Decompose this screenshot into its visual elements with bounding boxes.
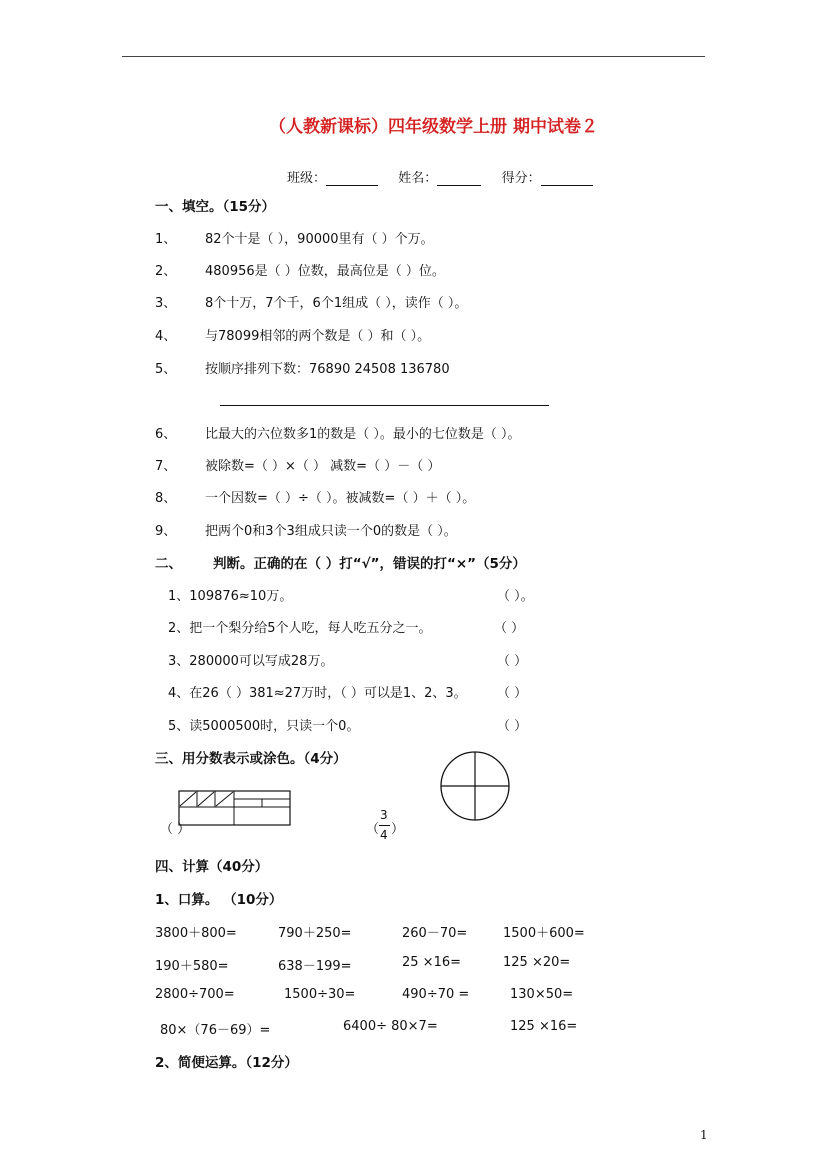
section-fraction-title: 三、用分数表示或涂色。（4分） — [155, 751, 347, 767]
fill-item-6: 6、 比最大的六位数多1的数是（ ）。最小的七位数是（ ）。 — [155, 427, 521, 442]
calc-item: 1500＋600= — [503, 926, 585, 941]
fill-item-4: 4、 与78099相邻的两个数是（ ）和（ ）。 — [155, 329, 431, 344]
header-rule — [122, 56, 705, 57]
score-label: 得分： — [501, 171, 541, 186]
calc-item: 125 ×20= — [503, 955, 571, 970]
section-fill-title: 一、填空。（15分） — [155, 199, 276, 215]
judge-item-1: 1、109876≈10万。 — [168, 589, 293, 604]
judge-item-4: 4、在26（ ）381≈27万时，（ ）可以是1、2、3。 — [168, 686, 467, 701]
calc-item: 2800÷700= — [155, 987, 235, 1002]
class-blank[interactable] — [326, 171, 378, 186]
fill-item-3: 3、 8个十万，7个千，6个1组成（ ），读作（ ）。 — [155, 296, 468, 311]
judge-paren-4[interactable]: （ ） — [497, 686, 528, 701]
calc-item: 260－70= — [402, 926, 468, 941]
circle-quarters-figure[interactable] — [438, 749, 512, 823]
judge-paren-2[interactable]: （ ） — [494, 621, 525, 636]
calc-item: 490÷70 = — [402, 987, 470, 1002]
judge-item-2: 2、把一个梨分给5个人吃，每人吃五分之一。 — [168, 621, 432, 636]
fill-item-9: 9、 把两个0和3个3组成只读一个0的数是（ ）。 — [155, 524, 457, 539]
judge-paren-3[interactable]: （ ） — [497, 654, 528, 669]
name-label: 姓名： — [398, 171, 438, 186]
class-label: 班级： — [287, 171, 327, 186]
answer-line[interactable] — [220, 405, 549, 406]
page-number: 1 — [700, 1128, 708, 1142]
fraction-close-paren: ） — [391, 822, 405, 837]
fill-item-2: 2、 480956是（ ）位数，最高位是（ ）位。 — [155, 264, 445, 279]
judge-paren-1[interactable]: （ ）。 — [497, 589, 534, 604]
calc-item: 25 ×16= — [402, 955, 462, 970]
calc-item: 638－199= — [278, 959, 352, 974]
fill-item-5: 5、 按顺序排列下数：76890 24508 136780 — [155, 362, 450, 377]
fill-item-8: 8、 一个因数=（ ）÷（ ）。被减数=（ ）＋（ ）。 — [155, 491, 476, 506]
judge-item-3: 3、280000可以写成28万。 — [168, 654, 334, 669]
calc-item: 80×（76－69）= — [160, 1023, 271, 1038]
fraction-open-paren: （ — [366, 822, 380, 837]
simple-calc-title: 2、简便运算。（12分） — [155, 1055, 298, 1071]
section-judge-title: 二、 判断。正确的在（ ）打“√”，错误的打“×”（5分） — [155, 556, 526, 572]
calc-item: 190＋580= — [155, 959, 229, 974]
fraction-numerator: 3 — [380, 808, 388, 822]
shaded-rectangle-figure — [178, 790, 292, 828]
judge-item-5: 5、读5000500时，只读一个0。 — [168, 719, 360, 734]
calc-item: 6400÷ 80×7= — [343, 1019, 438, 1034]
judge-paren-5[interactable]: （ ） — [497, 719, 528, 734]
section-calc-title: 四、计算（40分） — [155, 859, 269, 875]
fraction-bar — [379, 825, 390, 826]
fraction-answer-paren[interactable]: （ ） — [160, 822, 191, 837]
calc-item: 1500÷30= — [284, 987, 356, 1002]
calc-item: 3800＋800= — [155, 926, 237, 941]
calc-item: 130×50= — [510, 987, 574, 1002]
fill-item-7: 7、 被除数=（ ）×（ ） 减数=（ ）－（ ） — [155, 459, 441, 474]
calc-item: 125 ×16= — [510, 1019, 578, 1034]
fraction-denominator: 4 — [380, 828, 388, 842]
student-info — [287, 167, 593, 186]
page-title: （人教新课标）四年级数学上册 期中试卷２ — [269, 117, 598, 137]
calc-item: 790＋250= — [278, 926, 352, 941]
name-blank[interactable] — [437, 171, 481, 186]
score-blank[interactable] — [541, 171, 593, 186]
fill-item-1: 1、 82个十是（ ），90000里有（ ）个万。 — [155, 232, 434, 247]
oral-calc-title: 1、口算。 （10分） — [155, 892, 283, 908]
